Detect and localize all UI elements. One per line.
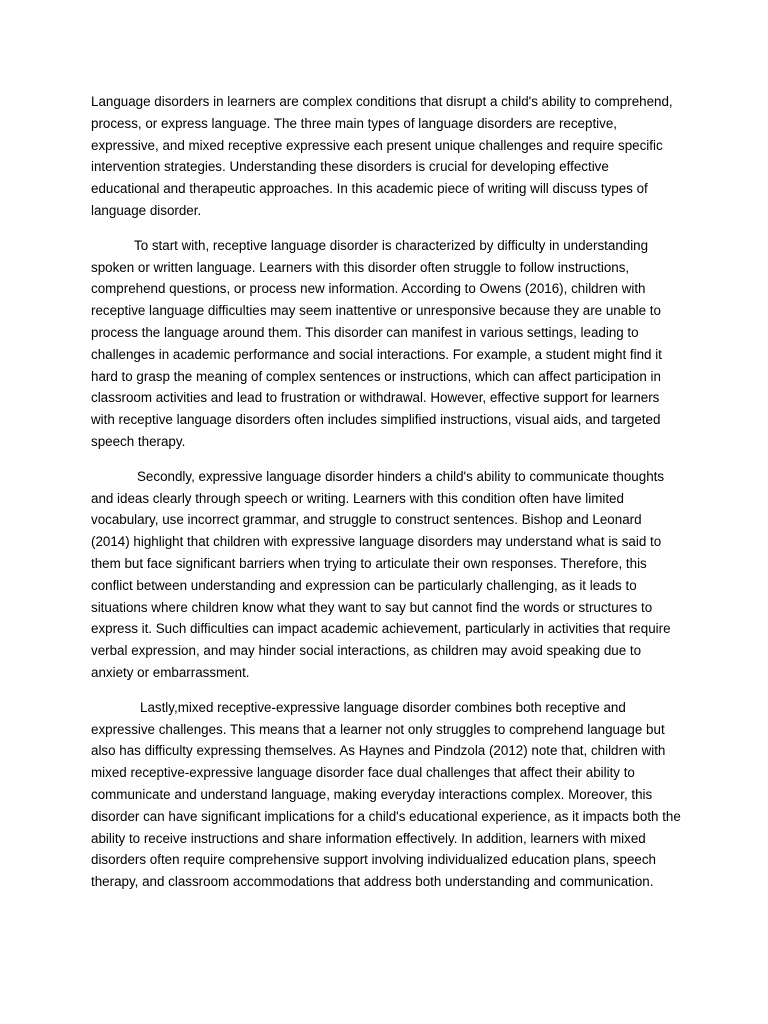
paragraph-receptive-disorder: To start with, receptive language disorder is characterized by difficulty in understanding spoken or written language. Learners with this disorder often struggle to follow instructions, comprehend questions, or process new information. According to Owens (2016), children with receptive language difficulties may seem inattentive or unresponsive because they are unable to process the language around them. This disorder can manifest in various settings, leading to challenges in academic performance and social interactions. For example, a student might find it hard to grasp the meaning of complex sentences or instructions, which can affect participation in classroom activities and lead to frustration or withdrawal. However, effective support for learners with receptive language disorders often includes simplified instructions, visual aids, and targeted speech therapy. [91,237,662,449]
paragraph-introduction: Language disorders in learners are complex conditions that disrupt a child's ability to comprehend, process, or express language. The three main types of language disorders are receptive, expressive, and mixed receptive expressive each present unique challenges and require specific intervention strategies. Understanding these disorders is crucial for developing effective educational and therapeutic approaches. In this academic piece of writing will discuss types of language disorder. [91,94,673,218]
document-body [91,91,681,906]
paragraph-mixed-disorder: Lastly,mixed receptive-expressive language disorder combines both receptive and expressive challenges. This means that a learner not only struggles to comprehend language but also has difficulty expressing themselves. As Haynes and Pindzola (2012) note that, children with mixed receptive-expressive language disorder face dual challenges that affect their ability to communicate and understand language, making everyday interactions complex. Moreover, this disorder can have significant implications for a child's educational experience, as it impacts both the ability to receive instructions and share information effectively. In addition, learners with mixed disorders often require comprehensive support involving individualized education plans, speech therapy, and classroom accommodations that address both understanding and communication. [91,699,681,890]
paragraph-expressive-disorder: Secondly, expressive language disorder hinders a child's ability to communicate thoughts and ideas clearly through speech or writing. Learners with this condition often have limited vocabulary, use incorrect grammar, and struggle to construct sentences. Bishop and Leonard (2014) highlight that children with expressive language disorders may understand what is said to them but face significant barriers when trying to articulate their own responses. Therefore, this conflict between understanding and expression can be particularly challenging, as it leads to situations where children know what they want to say but cannot find the words or structures to express it. Such difficulties can impact academic achievement, particularly in activities that require verbal expression, and may hinder social interactions, as children may avoid speaking due to anxiety or embarrassment. [91,468,671,680]
